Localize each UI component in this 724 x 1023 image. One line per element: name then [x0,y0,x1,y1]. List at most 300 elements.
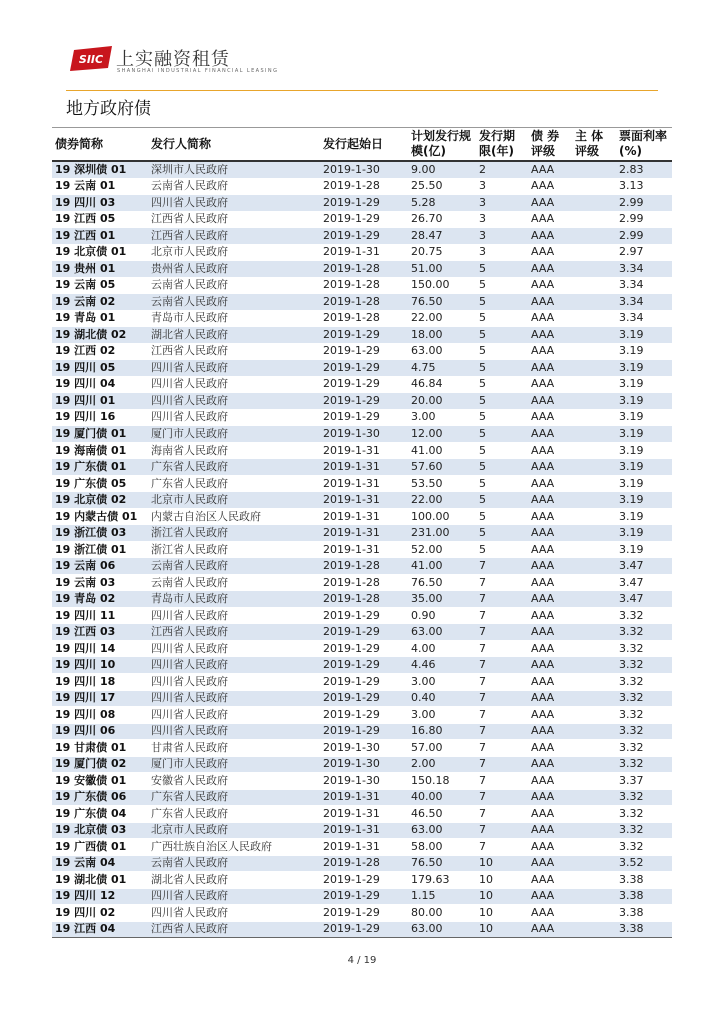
cell-term: 5 [476,442,528,459]
cell-issuer: 贵州省人民政府 [148,261,320,278]
company-name-en: SHANGHAI INDUSTRIAL FINANCIAL LEASING [117,68,279,74]
cell-bond-name: 19 北京债 02 [52,492,148,509]
cell-bond-rating: AAA [528,426,572,443]
cell-term: 5 [476,327,528,344]
cell-issuer: 北京市人民政府 [148,822,320,839]
company-logo [70,44,279,80]
cell-issuer-rating [572,591,616,608]
table-row [52,839,672,856]
cell-issuer: 广东省人民政府 [148,806,320,823]
cell-planned-size: 9.00 [408,161,476,178]
table-row [52,574,672,591]
cell-coupon-rate: 3.19 [616,343,672,360]
table-row [52,855,672,872]
cell-term: 10 [476,905,528,922]
cell-coupon-rate: 3.32 [616,740,672,757]
cell-issuer: 云南省人民政府 [148,558,320,575]
table-row [52,690,672,707]
cell-issuer-rating [572,657,616,674]
cell-issuer-rating [572,475,616,492]
cell-term: 7 [476,690,528,707]
cell-issuer-rating [572,905,616,922]
cell-coupon-rate: 3.32 [616,806,672,823]
cell-bond-rating: AAA [528,855,572,872]
cell-bond-name: 19 海南债 01 [52,442,148,459]
table-row [52,195,672,212]
cell-issuer-rating [572,888,616,905]
cell-coupon-rate: 3.32 [616,723,672,740]
cell-issuer: 湖北省人民政府 [148,872,320,889]
cell-issuer-rating [572,640,616,657]
cell-issuer-rating [572,343,616,360]
cell-issue-date: 2019-1-29 [320,657,408,674]
cell-term: 7 [476,624,528,641]
cell-issuer-rating [572,294,616,311]
table-row [52,508,672,525]
cell-planned-size: 22.00 [408,310,476,327]
cell-term: 10 [476,888,528,905]
header-coupon-rate: 票面利率(%) [616,128,672,162]
cell-planned-size: 0.40 [408,690,476,707]
cell-issuer: 云南省人民政府 [148,277,320,294]
cell-bond-rating: AAA [528,261,572,278]
cell-issue-date: 2019-1-29 [320,343,408,360]
cell-issuer: 云南省人民政府 [148,178,320,195]
cell-issue-date: 2019-1-30 [320,161,408,178]
table-row [52,607,672,624]
cell-issuer-rating [572,806,616,823]
cell-planned-size: 76.50 [408,574,476,591]
cell-issuer-rating [572,409,616,426]
cell-planned-size: 41.00 [408,558,476,575]
cell-issuer: 广东省人民政府 [148,459,320,476]
header-issuer-rating: 主 体评级 [572,128,616,162]
cell-bond-rating: AAA [528,492,572,509]
cell-issuer-rating [572,161,616,178]
cell-coupon-rate: 3.32 [616,624,672,641]
cell-issuer: 厦门市人民政府 [148,426,320,443]
cell-bond-name: 19 江西 02 [52,343,148,360]
cell-issuer: 浙江省人民政府 [148,525,320,542]
cell-issue-date: 2019-1-29 [320,195,408,212]
cell-issuer-rating [572,855,616,872]
cell-term: 7 [476,756,528,773]
cell-issuer-rating [572,244,616,261]
cell-issue-date: 2019-1-31 [320,525,408,542]
cell-issue-date: 2019-1-28 [320,591,408,608]
cell-issue-date: 2019-1-31 [320,492,408,509]
cell-bond-name: 19 北京债 03 [52,822,148,839]
table-row [52,756,672,773]
cell-bond-rating: AAA [528,459,572,476]
table-row [52,789,672,806]
cell-bond-name: 19 湖北债 01 [52,872,148,889]
cell-planned-size: 51.00 [408,261,476,278]
cell-bond-name: 19 云南 01 [52,178,148,195]
table-row [52,723,672,740]
cell-term: 5 [476,360,528,377]
cell-issuer-rating [572,178,616,195]
table-row [52,888,672,905]
cell-bond-rating: AAA [528,310,572,327]
cell-term: 7 [476,789,528,806]
cell-issue-date: 2019-1-29 [320,228,408,245]
cell-term: 5 [476,508,528,525]
cell-coupon-rate: 3.34 [616,310,672,327]
cell-coupon-rate: 3.19 [616,360,672,377]
cell-bond-name: 19 安徽债 01 [52,773,148,790]
cell-bond-rating: AAA [528,442,572,459]
cell-issue-date: 2019-1-30 [320,773,408,790]
table-row [52,426,672,443]
cell-coupon-rate: 3.19 [616,459,672,476]
table-row [52,277,672,294]
cell-coupon-rate: 3.34 [616,261,672,278]
cell-bond-name: 19 厦门债 01 [52,426,148,443]
cell-issuer: 四川省人民政府 [148,673,320,690]
cell-term: 7 [476,591,528,608]
cell-issue-date: 2019-1-31 [320,459,408,476]
cell-coupon-rate: 3.38 [616,888,672,905]
cell-issue-date: 2019-1-28 [320,855,408,872]
header-term: 发行期限(年) [476,128,528,162]
cell-bond-rating: AAA [528,888,572,905]
cell-issuer-rating [572,756,616,773]
cell-issuer: 四川省人民政府 [148,607,320,624]
cell-bond-rating: AAA [528,756,572,773]
cell-issuer: 四川省人民政府 [148,905,320,922]
table-row [52,541,672,558]
cell-issuer: 海南省人民政府 [148,442,320,459]
cell-planned-size: 20.00 [408,393,476,410]
cell-coupon-rate: 3.32 [616,673,672,690]
table-row [52,525,672,542]
cell-planned-size: 179.63 [408,872,476,889]
cell-issue-date: 2019-1-28 [320,277,408,294]
cell-issuer-rating [572,525,616,542]
cell-term: 2 [476,161,528,178]
cell-coupon-rate: 3.32 [616,822,672,839]
cell-coupon-rate: 3.34 [616,277,672,294]
cell-bond-name: 19 四川 11 [52,607,148,624]
cell-planned-size: 57.60 [408,459,476,476]
cell-issuer-rating [572,789,616,806]
cell-bond-name: 19 四川 18 [52,673,148,690]
cell-term: 7 [476,723,528,740]
cell-issuer-rating [572,558,616,575]
cell-coupon-rate: 2.99 [616,211,672,228]
cell-bond-rating: AAA [528,624,572,641]
cell-term: 5 [476,409,528,426]
cell-coupon-rate: 3.47 [616,558,672,575]
cell-issuer: 云南省人民政府 [148,574,320,591]
cell-planned-size: 3.00 [408,673,476,690]
cell-term: 7 [476,806,528,823]
cell-issuer-rating [572,228,616,245]
cell-bond-name: 19 四川 06 [52,723,148,740]
cell-issuer-rating [572,839,616,856]
cell-bond-name: 19 四川 01 [52,393,148,410]
cell-term: 5 [476,277,528,294]
cell-bond-rating: AAA [528,244,572,261]
cell-coupon-rate: 3.19 [616,327,672,344]
cell-issuer: 四川省人民政府 [148,376,320,393]
cell-coupon-rate: 3.38 [616,872,672,889]
cell-bond-name: 19 江西 04 [52,921,148,938]
cell-bond-rating: AAA [528,228,572,245]
cell-bond-name: 19 浙江债 03 [52,525,148,542]
cell-planned-size: 25.50 [408,178,476,195]
cell-planned-size: 22.00 [408,492,476,509]
header-bond-name: 债券简称 [52,128,148,162]
cell-bond-rating: AAA [528,161,572,178]
cell-issue-date: 2019-1-31 [320,442,408,459]
cell-coupon-rate: 3.32 [616,839,672,856]
cell-term: 5 [476,393,528,410]
cell-coupon-rate: 3.32 [616,690,672,707]
cell-coupon-rate: 3.32 [616,657,672,674]
cell-term: 5 [476,343,528,360]
cell-planned-size: 63.00 [408,343,476,360]
cell-issue-date: 2019-1-29 [320,723,408,740]
cell-coupon-rate: 2.99 [616,228,672,245]
cell-coupon-rate: 3.32 [616,607,672,624]
cell-planned-size: 53.50 [408,475,476,492]
cell-coupon-rate: 3.38 [616,921,672,938]
cell-issuer-rating [572,921,616,938]
cell-bond-name: 19 四川 05 [52,360,148,377]
cell-planned-size: 28.47 [408,228,476,245]
cell-issuer: 青岛市人民政府 [148,591,320,608]
cell-issue-date: 2019-1-29 [320,607,408,624]
page-number: 4 / 19 [347,955,377,966]
header-bond-rating: 债 券评级 [528,128,572,162]
cell-issuer: 安徽省人民政府 [148,773,320,790]
company-name-cn: 上实融资租赁 [116,49,230,70]
cell-issue-date: 2019-1-29 [320,640,408,657]
cell-bond-rating: AAA [528,558,572,575]
cell-issuer-rating [572,195,616,212]
cell-term: 5 [476,310,528,327]
cell-coupon-rate: 3.47 [616,574,672,591]
cell-bond-rating: AAA [528,277,572,294]
cell-bond-rating: AAA [528,574,572,591]
cell-issuer: 浙江省人民政府 [148,541,320,558]
cell-planned-size: 4.00 [408,640,476,657]
cell-bond-rating: AAA [528,393,572,410]
cell-issuer-rating [572,690,616,707]
cell-bond-name: 19 云南 03 [52,574,148,591]
cell-bond-rating: AAA [528,178,572,195]
cell-planned-size: 100.00 [408,508,476,525]
cell-planned-size: 16.80 [408,723,476,740]
cell-issuer: 广西壮族自治区人民政府 [148,839,320,856]
cell-term: 5 [476,459,528,476]
header-planned-size: 计划发行规模(亿) [408,128,476,162]
cell-issuer: 江西省人民政府 [148,343,320,360]
cell-issuer-rating [572,459,616,476]
cell-term: 7 [476,740,528,757]
cell-issuer-rating [572,707,616,724]
cell-issue-date: 2019-1-31 [320,806,408,823]
table-row [52,360,672,377]
table-row [52,872,672,889]
cell-issuer: 江西省人民政府 [148,228,320,245]
cell-bond-name: 19 四川 17 [52,690,148,707]
cell-issuer: 湖北省人民政府 [148,327,320,344]
cell-issuer-rating [572,673,616,690]
cell-issue-date: 2019-1-28 [320,294,408,311]
header-issuer: 发行人简称 [148,128,320,162]
cell-issuer-rating [572,508,616,525]
cell-issue-date: 2019-1-31 [320,508,408,525]
cell-bond-name: 19 四川 02 [52,905,148,922]
cell-coupon-rate: 3.19 [616,508,672,525]
cell-issuer: 四川省人民政府 [148,657,320,674]
table-row [52,673,672,690]
cell-bond-rating: AAA [528,740,572,757]
cell-bond-name: 19 湖北债 02 [52,327,148,344]
cell-bond-rating: AAA [528,475,572,492]
cell-coupon-rate: 3.52 [616,855,672,872]
siic-logo-icon [70,44,114,72]
cell-planned-size: 57.00 [408,740,476,757]
cell-issuer-rating [572,327,616,344]
cell-issuer: 内蒙古自治区人民政府 [148,508,320,525]
section-title: 地方政府债 [66,99,151,119]
cell-bond-name: 19 四川 10 [52,657,148,674]
cell-coupon-rate: 3.47 [616,591,672,608]
cell-issuer: 厦门市人民政府 [148,756,320,773]
cell-planned-size: 4.46 [408,657,476,674]
table-row [52,211,672,228]
cell-coupon-rate: 3.19 [616,409,672,426]
cell-issuer-rating [572,310,616,327]
table-row [52,376,672,393]
cell-planned-size: 58.00 [408,839,476,856]
cell-planned-size: 18.00 [408,327,476,344]
cell-planned-size: 0.90 [408,607,476,624]
cell-bond-rating: AAA [528,376,572,393]
cell-term: 7 [476,558,528,575]
table-row [52,492,672,509]
cell-bond-name: 19 广东债 05 [52,475,148,492]
cell-term: 10 [476,921,528,938]
table-row [52,707,672,724]
cell-term: 5 [476,492,528,509]
table-row [52,327,672,344]
cell-issue-date: 2019-1-29 [320,211,408,228]
cell-issuer: 江西省人民政府 [148,211,320,228]
cell-issue-date: 2019-1-29 [320,872,408,889]
table-row [52,343,672,360]
cell-term: 5 [476,261,528,278]
cell-coupon-rate: 3.32 [616,756,672,773]
cell-issue-date: 2019-1-29 [320,360,408,377]
cell-issuer-rating [572,740,616,757]
cell-bond-rating: AAA [528,839,572,856]
cell-issuer: 四川省人民政府 [148,640,320,657]
cell-planned-size: 40.00 [408,789,476,806]
cell-issuer: 深圳市人民政府 [148,161,320,178]
cell-term: 7 [476,707,528,724]
cell-term: 10 [476,855,528,872]
table-row [52,393,672,410]
bond-table [52,127,672,938]
cell-term: 7 [476,822,528,839]
cell-bond-rating: AAA [528,360,572,377]
cell-term: 3 [476,195,528,212]
cell-issuer: 北京市人民政府 [148,492,320,509]
cell-bond-name: 19 四川 04 [52,376,148,393]
cell-issue-date: 2019-1-29 [320,327,408,344]
cell-issuer-rating [572,607,616,624]
cell-term: 3 [476,178,528,195]
cell-issue-date: 2019-1-30 [320,426,408,443]
cell-bond-rating: AAA [528,508,572,525]
cell-term: 3 [476,228,528,245]
cell-term: 7 [476,839,528,856]
cell-bond-rating: AAA [528,905,572,922]
table-row [52,921,672,938]
cell-issuer-rating [572,492,616,509]
cell-issuer: 四川省人民政府 [148,888,320,905]
cell-issuer: 四川省人民政府 [148,723,320,740]
cell-issuer: 云南省人民政府 [148,294,320,311]
cell-planned-size: 35.00 [408,591,476,608]
cell-planned-size: 20.75 [408,244,476,261]
cell-planned-size: 63.00 [408,921,476,938]
cell-coupon-rate: 3.32 [616,789,672,806]
table-row [52,773,672,790]
cell-coupon-rate: 3.19 [616,376,672,393]
cell-planned-size: 63.00 [408,624,476,641]
cell-planned-size: 52.00 [408,541,476,558]
cell-issuer: 四川省人民政府 [148,393,320,410]
cell-issue-date: 2019-1-31 [320,541,408,558]
cell-planned-size: 63.00 [408,822,476,839]
cell-bond-rating: AAA [528,789,572,806]
cell-issuer-rating [572,277,616,294]
cell-bond-name: 19 四川 12 [52,888,148,905]
cell-issue-date: 2019-1-28 [320,310,408,327]
cell-bond-name: 19 云南 06 [52,558,148,575]
cell-coupon-rate: 3.19 [616,525,672,542]
cell-issue-date: 2019-1-30 [320,756,408,773]
cell-bond-name: 19 内蒙古债 01 [52,508,148,525]
cell-issue-date: 2019-1-29 [320,905,408,922]
cell-issuer-rating [572,261,616,278]
cell-bond-rating: AAA [528,525,572,542]
cell-issue-date: 2019-1-29 [320,690,408,707]
cell-planned-size: 80.00 [408,905,476,922]
cell-bond-rating: AAA [528,211,572,228]
cell-coupon-rate: 3.38 [616,905,672,922]
cell-issue-date: 2019-1-29 [320,376,408,393]
table-header-row [52,128,672,162]
cell-issuer-rating [572,822,616,839]
header-divider [66,90,658,91]
cell-term: 7 [476,640,528,657]
cell-issuer-rating [572,723,616,740]
cell-issue-date: 2019-1-28 [320,558,408,575]
cell-bond-name: 19 云南 05 [52,277,148,294]
cell-issue-date: 2019-1-30 [320,740,408,757]
cell-issue-date: 2019-1-29 [320,888,408,905]
cell-bond-rating: AAA [528,591,572,608]
cell-bond-name: 19 云南 02 [52,294,148,311]
cell-coupon-rate: 3.19 [616,393,672,410]
